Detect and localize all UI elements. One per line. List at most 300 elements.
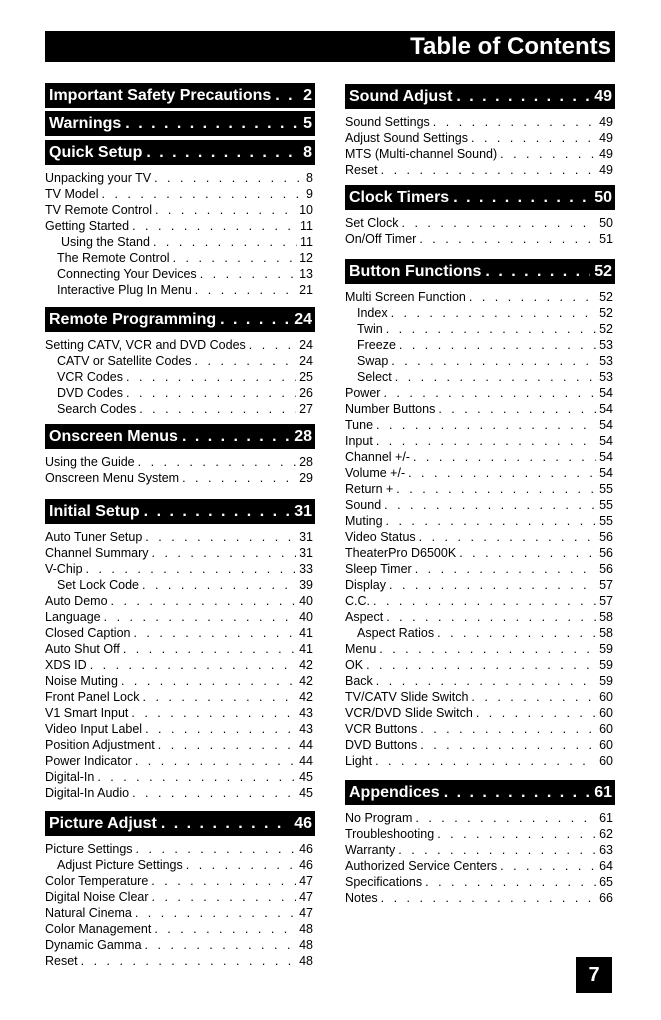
toc-entry-label: Power (345, 386, 381, 400)
toc-entry-label: Troubleshooting (345, 827, 435, 841)
toc-entry[interactable] (345, 753, 615, 769)
toc-entry-label: Using the Stand (61, 235, 150, 249)
toc-entry[interactable] (45, 857, 315, 873)
dot-leader (456, 84, 590, 109)
dot-leader (389, 577, 596, 593)
toc-entry-label: TheaterPro D6500K (345, 546, 457, 560)
toc-entry-label: Picture Settings (45, 842, 133, 856)
toc-entry-label: OK (345, 658, 364, 672)
toc-entry[interactable] (345, 810, 615, 826)
dot-leader (131, 705, 296, 721)
dot-leader (433, 114, 596, 130)
toc-entry-label: On/Off Timer (345, 232, 417, 246)
dot-leader (145, 721, 296, 737)
dot-leader (469, 289, 596, 305)
toc-entry-label: Set Clock (345, 216, 399, 230)
toc-entry-list (345, 215, 615, 247)
toc-entry[interactable] (45, 218, 315, 234)
toc-entry[interactable] (345, 481, 615, 497)
dot-leader (381, 890, 596, 906)
dot-leader (144, 499, 291, 524)
section-page-number: 50 (594, 189, 612, 206)
section-heading[interactable] (45, 307, 315, 332)
toc-entry[interactable] (345, 705, 615, 721)
toc-entry-label: Freeze (357, 338, 396, 352)
toc-entry-page-number: 43 (299, 722, 313, 736)
toc-entry-page-number: 42 (299, 674, 313, 688)
toc-entry[interactable] (45, 170, 315, 186)
toc-entry[interactable] (345, 321, 615, 337)
toc-entry-label: Authorized Service Centers (345, 859, 498, 873)
page-number: 7 (576, 957, 612, 993)
toc-entry[interactable] (45, 673, 315, 689)
toc-entry-page-number: 47 (299, 874, 313, 888)
toc-entry[interactable] (45, 470, 315, 486)
toc-entry[interactable] (345, 289, 615, 305)
toc-entry-page-number: 58 (599, 610, 613, 624)
toc-entry-label: MTS (Multi-channel Sound) (345, 147, 498, 161)
dot-leader (476, 705, 596, 721)
dot-leader (375, 753, 596, 769)
toc-entry[interactable] (345, 215, 615, 231)
toc-entry[interactable] (45, 202, 315, 218)
toc-entry-page-number: 64 (599, 859, 613, 873)
dot-leader (500, 858, 596, 874)
toc-entry-label: V1 Smart Input (45, 706, 129, 720)
dot-leader (249, 337, 296, 353)
toc-entry-label: Unpacking your TV (45, 171, 152, 185)
toc-entry[interactable] (45, 625, 315, 641)
toc-entry[interactable] (45, 561, 315, 577)
toc-entry-list (45, 170, 315, 298)
toc-entry[interactable] (345, 858, 615, 874)
toc-entry-page-number: 28 (299, 455, 313, 469)
toc-section-important-safety-precautions (45, 83, 315, 108)
toc-entry-label: Digital-In Audio (45, 786, 130, 800)
toc-entry-label: TV/CATV Slide Switch (345, 690, 469, 704)
toc-entry[interactable] (345, 657, 615, 673)
section-heading-title: Onscreen Menus (49, 428, 178, 445)
section-heading[interactable] (45, 424, 315, 449)
toc-entry-label: Search Codes (57, 402, 137, 416)
toc-entry-label: Input (345, 434, 373, 448)
toc-entry-page-number: 42 (299, 690, 313, 704)
dot-leader (420, 721, 596, 737)
toc-entry-label: Closed Caption (45, 626, 131, 640)
dot-leader (391, 353, 596, 369)
toc-entry-list (45, 337, 315, 417)
dot-leader (132, 218, 297, 234)
section-heading-title: Quick Setup (49, 144, 143, 161)
dot-leader (376, 433, 596, 449)
dot-leader (142, 577, 296, 593)
toc-entry-page-number: 42 (299, 658, 313, 672)
toc-entry[interactable] (45, 641, 315, 657)
section-page-number: 8 (303, 144, 312, 161)
section-heading[interactable] (345, 185, 615, 210)
toc-entry-page-number: 49 (599, 163, 613, 177)
dot-leader (420, 737, 596, 753)
dot-leader (444, 780, 591, 805)
dot-leader (138, 454, 296, 470)
toc-entry-page-number: 48 (299, 954, 313, 968)
toc-entry[interactable] (45, 753, 315, 769)
section-page-number: 52 (594, 263, 612, 280)
dot-leader (86, 561, 297, 577)
section-heading[interactable] (345, 84, 615, 109)
toc-entry-label: Sound Settings (345, 115, 430, 129)
dot-leader (402, 215, 597, 231)
dot-leader (386, 513, 597, 529)
section-heading[interactable] (345, 780, 615, 805)
toc-entry-label: Power Indicator (45, 754, 132, 768)
section-heading[interactable] (45, 140, 315, 165)
toc-entry-label: Auto Tuner Setup (45, 530, 143, 544)
toc-entry-page-number: 31 (299, 530, 313, 544)
dot-leader (132, 785, 296, 801)
toc-entry[interactable] (45, 266, 315, 282)
toc-entry[interactable] (345, 114, 615, 130)
toc-entry-label: Channel Summary (45, 546, 149, 560)
toc-entry-page-number: 52 (599, 322, 613, 336)
dot-leader (381, 162, 596, 178)
toc-entry[interactable] (345, 737, 615, 753)
toc-entry-label: Digital Noise Clear (45, 890, 149, 904)
toc-entry-label: Swap (357, 354, 389, 368)
toc-entry[interactable] (345, 641, 615, 657)
toc-entry[interactable] (345, 826, 615, 842)
dot-leader (111, 593, 297, 609)
dot-leader (121, 673, 296, 689)
toc-entry-label: Menu (345, 642, 377, 656)
toc-entry[interactable] (345, 130, 615, 146)
toc-entry[interactable] (345, 673, 615, 689)
dot-leader (275, 83, 299, 108)
dot-leader (366, 657, 596, 673)
toc-entry[interactable] (45, 921, 315, 937)
toc-entry-label: Connecting Your Devices (57, 267, 197, 281)
toc-entry[interactable] (345, 625, 615, 641)
section-heading[interactable] (45, 811, 315, 836)
toc-entry[interactable] (345, 593, 615, 609)
dot-leader (126, 385, 296, 401)
dot-leader (158, 737, 296, 753)
toc-entry[interactable] (345, 577, 615, 593)
dot-leader (200, 266, 296, 282)
toc-entry[interactable] (345, 689, 615, 705)
toc-entry-label: Warranty (345, 843, 396, 857)
section-page-number: 5 (303, 115, 312, 132)
dot-leader (81, 953, 296, 969)
toc-entry-page-number: 50 (599, 216, 613, 230)
toc-entry-label: Noise Muting (45, 674, 118, 688)
toc-entry-page-number: 54 (599, 450, 613, 464)
toc-entry-label: VCR Codes (57, 370, 123, 384)
toc-entry-list (345, 114, 615, 178)
toc-entry[interactable] (45, 250, 315, 266)
toc-entry-page-number: 59 (599, 642, 613, 656)
toc-section-warnings (45, 111, 315, 136)
dot-leader (408, 465, 596, 481)
toc-entry-label: Onscreen Menu System (45, 471, 180, 485)
toc-entry-page-number: 41 (299, 626, 313, 640)
toc-entry-label: Volume +/- (345, 466, 406, 480)
toc-entry[interactable] (45, 369, 315, 385)
dot-leader (102, 186, 304, 202)
dot-leader (437, 826, 596, 842)
toc-entry[interactable] (345, 497, 615, 513)
toc-entry[interactable] (345, 465, 615, 481)
dot-leader (145, 529, 296, 545)
toc-entry[interactable] (345, 874, 615, 890)
toc-entry-page-number: 11 (300, 235, 313, 249)
dot-leader (104, 609, 296, 625)
toc-entry[interactable] (345, 369, 615, 385)
section-heading-title: Sound Adjust (349, 88, 453, 105)
dot-leader (161, 811, 290, 836)
toc-entry[interactable] (45, 234, 315, 250)
dot-leader (186, 857, 296, 873)
toc-entry-label: Display (345, 578, 386, 592)
toc-entry-label: Auto Shut Off (45, 642, 120, 656)
toc-entry[interactable] (45, 657, 315, 673)
section-heading-title: Appendices (349, 784, 440, 801)
toc-entry-page-number: 60 (599, 706, 613, 720)
toc-entry-label: Dynamic Gamma (45, 938, 142, 952)
toc-entry[interactable] (45, 737, 315, 753)
toc-entry-page-number: 40 (299, 610, 313, 624)
section-heading[interactable] (45, 111, 315, 136)
toc-entry-label: Muting (345, 514, 383, 528)
dot-leader (153, 234, 297, 250)
toc-entry-page-number: 54 (599, 418, 613, 432)
toc-entry[interactable] (45, 353, 315, 369)
toc-entry-page-number: 43 (299, 706, 313, 720)
dot-leader (173, 250, 297, 266)
toc-entry-list (345, 810, 615, 906)
toc-entry-page-number: 62 (599, 827, 613, 841)
toc-entry[interactable] (345, 513, 615, 529)
dot-leader (195, 282, 296, 298)
toc-entry[interactable] (45, 889, 315, 905)
toc-entry[interactable] (345, 305, 615, 321)
toc-entry-page-number: 48 (299, 922, 313, 936)
toc-entry[interactable] (45, 529, 315, 545)
toc-entry-page-number: 60 (599, 690, 613, 704)
toc-entry[interactable] (45, 545, 315, 561)
toc-section-initial-setup (45, 499, 315, 801)
toc-entry[interactable] (45, 937, 315, 953)
dot-leader (500, 146, 596, 162)
dot-leader (133, 625, 296, 641)
toc-entry-page-number: 57 (599, 578, 613, 592)
section-page-number: 28 (294, 428, 312, 445)
toc-entry-page-number: 24 (299, 354, 313, 368)
toc-entry[interactable] (345, 146, 615, 162)
toc-section-button-functions (345, 259, 615, 769)
section-heading-title: Warnings (49, 115, 122, 132)
dot-leader (136, 841, 297, 857)
dot-leader (126, 369, 296, 385)
toc-entry[interactable] (345, 529, 615, 545)
toc-entry[interactable] (45, 689, 315, 705)
toc-entry-page-number: 41 (299, 642, 313, 656)
toc-entry-page-number: 48 (299, 938, 313, 952)
toc-entry-page-number: 46 (299, 842, 313, 856)
toc-entry-page-number: 66 (599, 891, 613, 905)
toc-entry[interactable] (45, 873, 315, 889)
toc-entry-page-number: 45 (299, 770, 313, 784)
toc-entry-label: Back (345, 674, 373, 688)
toc-entry[interactable] (45, 841, 315, 857)
toc-entry[interactable] (45, 282, 315, 298)
toc-entry-label: DVD Codes (57, 386, 123, 400)
toc-entry-list (45, 454, 315, 486)
toc-entry-page-number: 24 (299, 338, 313, 352)
toc-section-remote-programming (45, 307, 315, 417)
dot-leader (383, 385, 596, 401)
toc-entry-page-number: 39 (299, 578, 313, 592)
toc-entry[interactable] (345, 417, 615, 433)
dot-leader (419, 231, 596, 247)
dot-leader (152, 889, 297, 905)
dot-leader (125, 111, 299, 136)
toc-entry-page-number: 60 (599, 722, 613, 736)
toc-entry-page-number: 59 (599, 674, 613, 688)
toc-entry[interactable] (345, 231, 615, 247)
section-heading[interactable] (45, 83, 315, 108)
dot-leader (415, 810, 596, 826)
toc-section-quick-setup (45, 140, 315, 298)
toc-entry-label: Sleep Timer (345, 562, 412, 576)
toc-entry-label: Position Adjustment (45, 738, 155, 752)
toc-entry[interactable] (345, 721, 615, 737)
toc-entry-page-number: 47 (299, 890, 313, 904)
dot-leader (391, 305, 597, 321)
dot-leader (437, 625, 596, 641)
dot-leader (419, 529, 596, 545)
toc-entry-label: Reset (345, 163, 378, 177)
toc-entry[interactable] (345, 337, 615, 353)
toc-entry-label: VCR/DVD Slide Switch (345, 706, 473, 720)
toc-entry-label: Using the Guide (45, 455, 135, 469)
toc-entry-page-number: 40 (299, 594, 313, 608)
dot-leader (395, 369, 596, 385)
toc-entry[interactable] (345, 890, 615, 906)
toc-entry[interactable] (45, 705, 315, 721)
toc-entry-label: Light (345, 754, 373, 768)
toc-entry-label: Index (357, 306, 388, 320)
toc-entry-page-number: 57 (599, 594, 613, 608)
toc-entry-label: CATV or Satellite Codes (57, 354, 192, 368)
toc-entry-page-number: 51 (599, 232, 613, 246)
toc-entry-page-number: 60 (599, 738, 613, 752)
toc-entry-page-number: 46 (299, 858, 313, 872)
toc-entry-page-number: 59 (599, 658, 613, 672)
toc-entry-label: Specifications (345, 875, 423, 889)
section-heading[interactable] (45, 499, 315, 524)
toc-entry[interactable] (45, 577, 315, 593)
toc-entry[interactable] (345, 401, 615, 417)
toc-entry[interactable] (345, 545, 615, 561)
dot-leader (398, 842, 596, 858)
toc-entry-label: Reset (45, 954, 78, 968)
toc-entry[interactable] (45, 609, 315, 625)
dot-leader (154, 921, 296, 937)
toc-entry[interactable] (45, 593, 315, 609)
toc-entry-page-number: 44 (299, 754, 313, 768)
toc-entry[interactable] (45, 454, 315, 470)
dot-leader (123, 641, 296, 657)
toc-entry[interactable] (45, 785, 315, 801)
toc-entry[interactable] (45, 186, 315, 202)
toc-entry[interactable] (45, 337, 315, 353)
toc-entry[interactable] (345, 162, 615, 178)
toc-entry[interactable] (345, 561, 615, 577)
toc-entry-label: Color Temperature (45, 874, 149, 888)
toc-entry-page-number: 45 (299, 786, 313, 800)
toc-entry-page-number: 47 (299, 906, 313, 920)
toc-entry-page-number: 58 (599, 626, 613, 640)
toc-section-sound-adjust (345, 84, 615, 178)
toc-entry-page-number: 13 (299, 267, 313, 281)
toc-entry-label: Return + (345, 482, 394, 496)
toc-entry-label: Aspect Ratios (357, 626, 435, 640)
dot-leader (220, 307, 290, 332)
toc-entry-label: Set Lock Code (57, 578, 139, 592)
toc-entry[interactable] (345, 385, 615, 401)
toc-entry[interactable] (345, 353, 615, 369)
toc-entry[interactable] (45, 385, 315, 401)
toc-entry[interactable] (45, 721, 315, 737)
toc-entry[interactable] (345, 842, 615, 858)
toc-entry[interactable] (45, 905, 315, 921)
toc-entry-page-number: 53 (599, 338, 613, 352)
toc-entry-label: TV Model (45, 187, 99, 201)
toc-entry-page-number: 56 (599, 530, 613, 544)
dot-leader (97, 769, 296, 785)
toc-entry-label: C.C. (345, 594, 370, 608)
toc-entry-label: Front Panel Lock (45, 690, 140, 704)
toc-entry-label: Select (357, 370, 392, 384)
toc-entry-page-number: 25 (299, 370, 313, 384)
toc-entry-label: V-Chip (45, 562, 83, 576)
toc-entry[interactable] (45, 953, 315, 969)
toc-entry-label: XDS ID (45, 658, 87, 672)
toc-entry[interactable] (345, 609, 615, 625)
toc-entry-page-number: 44 (299, 738, 313, 752)
toc-entry[interactable] (345, 433, 615, 449)
toc-entry-label: TV Remote Control (45, 203, 152, 217)
dot-leader (384, 497, 596, 513)
toc-entry[interactable] (45, 401, 315, 417)
toc-entry-list (45, 529, 315, 801)
toc-entry-page-number: 9 (306, 187, 313, 201)
toc-entry-page-number: 60 (599, 754, 613, 768)
dot-leader (182, 470, 296, 486)
toc-entry[interactable] (345, 449, 615, 465)
toc-entry-page-number: 26 (299, 386, 313, 400)
toc-entry-page-number: 12 (299, 251, 313, 265)
dot-leader (415, 561, 596, 577)
toc-entry[interactable] (45, 769, 315, 785)
dot-leader (151, 873, 296, 889)
section-heading[interactable] (345, 259, 615, 284)
dot-leader (425, 874, 596, 890)
dot-leader (135, 905, 296, 921)
toc-entry-label: Aspect (345, 610, 384, 624)
dot-leader (145, 937, 297, 953)
